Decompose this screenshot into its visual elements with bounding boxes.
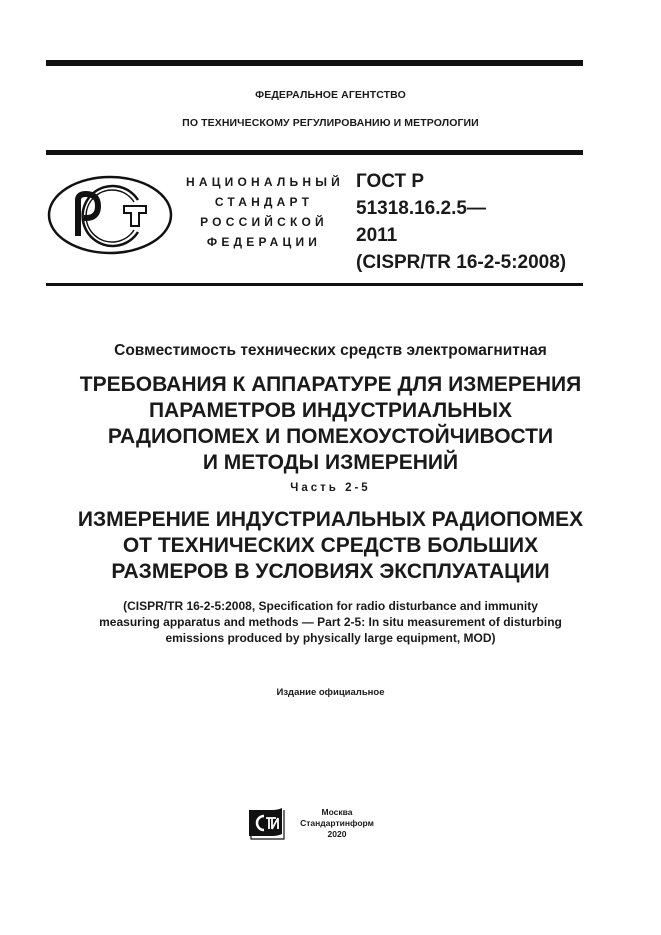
middle-rule (46, 150, 583, 155)
part-title-line-1: ИЗМЕРЕНИЕ ИНДУСТРИАЛЬНЫХ РАДИОПОМЕХ (77, 508, 584, 531)
document-subject: Совместимость технических средств электромагнитная (114, 342, 547, 359)
main-title-line-1: ТРЕБОВАНИЯ К АППАРАТУРЕ ДЛЯ ИЗМЕРЕНИЯ (79, 373, 582, 396)
gost-r-logo-icon (46, 174, 174, 256)
publisher-year: 2020 (327, 829, 347, 839)
english-reference-line-2: measuring apparatus and methods — Part 2-5: In situ measurement of disturbing (99, 615, 562, 629)
english-reference-line-3: emissions produced by physically large equipment, MOD) (165, 631, 496, 645)
standard-label-line-1: НАЦИОНАЛЬНЫЙ (185, 175, 345, 189)
standard-label-line-3: РОССИЙСКОЙ (200, 215, 328, 229)
main-title-line-3: РАДИОПОМЕХ И ПОМЕХОУСТОЙЧИВОСТИ (107, 425, 554, 448)
part-title-line-2: ОТ ТЕХНИЧЕСКИХ СРЕДСТВ БОЛЬШИХ (122, 534, 539, 557)
agency-line-1: ФЕДЕРАЛЬНОЕ АГЕНТСТВО (255, 89, 406, 101)
main-title-line-2: ПАРАМЕТРОВ ИНДУСТРИАЛЬНЫХ (148, 399, 513, 422)
bottom-rule (46, 283, 583, 286)
top-rule (46, 60, 583, 66)
edition-label: Издание официальное (276, 687, 385, 698)
agency-line-2: ПО ТЕХНИЧЕСКОМУ РЕГУЛИРОВАНИЮ И МЕТРОЛОГИИ (182, 117, 479, 129)
part-label: Часть 2-5 (290, 482, 371, 494)
publisher-name: Стандартинформ (300, 818, 374, 828)
standard-label-line-2: СТАНДАРТ (214, 195, 314, 209)
gost-designation-line-3: 2011 (356, 225, 398, 246)
publisher-city: Москва (321, 807, 353, 817)
standard-label-line-4: ФЕДЕРАЦИИ (206, 235, 322, 249)
gost-designation-line-1: ГОСТ Р (356, 171, 425, 192)
gost-designation-line-4: (CISPR/TR 16-2-5:2008) (356, 252, 567, 273)
english-reference-line-1: (CISPR/TR 16-2-5:2008, Specification for radio disturbance and immunity (123, 599, 538, 613)
standartinform-logo-icon (248, 806, 286, 840)
gost-designation-line-2: 51318.16.2.5— (356, 198, 486, 219)
part-title-line-3: РАЗМЕРОВ В УСЛОВИЯХ ЭКСПЛУАТАЦИИ (111, 560, 550, 583)
main-title-line-4: И МЕТОДЫ ИЗМЕРЕНИЙ (202, 451, 459, 474)
